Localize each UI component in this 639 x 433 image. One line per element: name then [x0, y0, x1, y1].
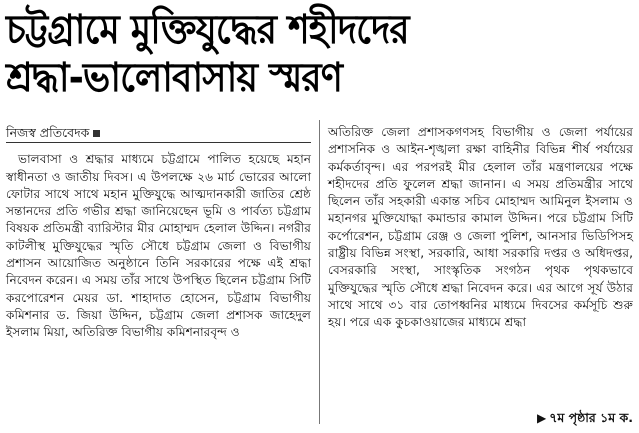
body-paragraph-right: অতিরিক্ত জেলা প্রশাসকগণসহ বিভাগীয় ও জেলা পর্যায়ের প্রশাসনিক ও আইন-শৃঙ্খলা রক্ষা বাহিনীর বিভিন্ন শীর্ষ পর্যায়ের কর্মকর্তাবৃন্দ। এর পরপরই মীর হেলাল তাঁর মন্ত্রণালয়ের পক্ষে শহীদদের প্রতি ফুলেল শ্রদ্ধা জানান। এ সময় প্রতিমন্ত্রীর সাথে ছিলেন তাঁর সহকারী একান্ত সচিব মোহাম্মদ আমিনুল ইসলাম ও মহানগর মুক্তিযোদ্ধা কমান্ডার কামাল উদ্দিন। পরে চট্টগ্রাম সিটি কর্পোরেশন, চট্টগ্রাম রেঞ্জ ও জেলা পুলিশ, আনসার ভিডিপিসহ রাষ্ট্রীয় বিভিন্ন সংস্থা, সরকারি, আধা সরকারি দপ্তর ও অধিদপ্তর, বেসরকারি সংস্থা, সাংস্কৃতিক সংগঠন পৃথক পৃথকভাবে মুক্তিযুদ্ধের স্মৃতি সৌধে শ্রদ্ধা নিবেদন করে। এর আগে সূর্য উঠার সাথে সাথে ৩১ বার তোপধ্বনির মাধ্যমে দিবসের কর্মসূচি শুরু হয়। পরে এক কুচকাওয়াজের মাধ্যমে শ্রদ্ধা: [328, 125, 633, 330]
article-body: [6, 124, 633, 428]
byline-divider: [6, 142, 311, 143]
continuation-text: ৭ম পৃষ্ঠার ১ম ক.: [549, 410, 633, 425]
byline-text: নিজস্ব প্রতিবেদক: [6, 125, 90, 140]
body-paragraph-left: ভালবাসা ও শ্রদ্ধার মাধ্যমে চট্টগ্রামে পালিত হয়েছে মহান স্বাধীনতা ও জাতীয় দিবস। এ উপলক্ষে ২৬ মার্চ ভোরের আলো ফোটার সাথে সাথে মহান মুক্তিযুদ্ধে আত্মদানকারী জাতির শ্রেষ্ঠ সন্তানদের প্রতি গভীর শ্রদ্ধা জানিয়েছেন ভূমি ও পার্বত্য চট্টগ্রাম বিষয়ক প্রতিমন্ত্রী ব্যারিস্টার মীর মোহাম্মদ হেলাল উদ্দিন। নগরীর কাটলীস্থ মুক্তিযুদ্ধের স্মৃতি সৌধে চট্টগ্রাম জেলা ও বিভাগীয় প্রশাসন আয়োজিত অনুষ্ঠানে তিনি সরকারের পক্ষে এই শ্রদ্ধা নিবেদন করেন। এ সময় তাঁর সাথে উপস্থিত ছিলেন চট্টগ্রাম সিটি করপোরেশন মেয়র ডা. শাহাদাত হোসেন, চট্টগ্রাম বিভাগীয় কমিশনার ড. জিয়া উদ্দিন, চট্টগ্রাম জেলা প্রশাসক জাহেদুল ইসলাম মিয়া, অতিরিক্ত বিভাগীয় কমিশনারবৃন্দ ও: [6, 152, 311, 340]
column-right: [328, 124, 633, 332]
headline: [6, 0, 583, 102]
byline: [6, 124, 311, 141]
headline-line-1: চট্টগ্রামে মুক্তিযুদ্ধের শহীদদের: [6, 7, 409, 53]
headline-line-2: শ্রদ্ধা-ভালোবাসায় স্মরণ: [6, 55, 343, 101]
column-left: [6, 124, 311, 342]
column-divider: [319, 120, 320, 424]
triangle-right-icon: ▶: [536, 411, 547, 425]
square-bullet-icon: [93, 130, 100, 137]
continuation-note: [537, 410, 633, 430]
